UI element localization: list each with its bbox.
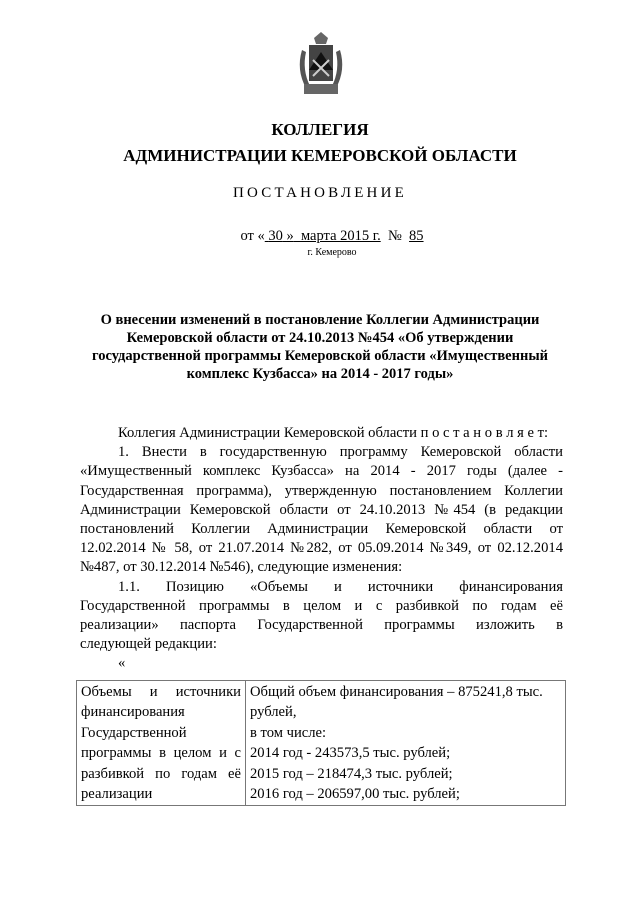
document-body: Коллегия Администрации Кемеровской области п о с т а н о в л я е т: 1. Внести в государственную программу Кемеровской области «Имущественный комплекс Кузбасса» на 2014 - 2017 годы (далее - Государственная программа), утвержденную постановлением Коллегии Администрации Кемеровской области от 24.10.2013 №454 (в редакции постановлений Коллегии Администрации Кемеровской области от 12.02.2014 № 58, от 21.07.2014 №282, от 05.09.2014 №349, от 02.12.2014 №487, от 30.12.2014 №546), следующие изменения: 1.1. Позицию «Объемы и источники финансирования Государственной программы в целом и с разбивкой по годам её реализации» паспорта Государственной программы изложить в следующей редакции: « (80, 425, 563, 672)
date-day: 30 » марта 2015 г. (268, 228, 381, 244)
city: г. Кемерово (307, 247, 357, 258)
table-value-cell: Общий объем финансирования – 875241,8 тыс. рублей, в том числе: 2014 год - 243573,5 тыс. рублей; 2015 год – 218474,3 тыс. рублей; 2016 год – 206597,00 тыс. рублей; (246, 681, 566, 806)
financing-table (76, 680, 566, 806)
document-number: 85 (409, 228, 424, 244)
org-name-line1: КОЛЛЕГИЯ (271, 120, 369, 139)
date-prefix: от « (240, 228, 265, 244)
number-sign: № (387, 228, 402, 244)
document-type: ПОСТАНОВЛЕНИЕ (233, 185, 407, 201)
coat-of-arms-emblem (296, 30, 346, 98)
org-name-line2: АДМИНИСТРАЦИИ КЕМЕРОВСКОЙ ОБЛАСТИ (123, 146, 517, 165)
table-label-cell: Объемы и источники финансирования Государственной программы в целом и с разбивкой по годам её реализации (77, 681, 246, 806)
document-date (12, 228, 640, 245)
document-title: О внесении изменений в постановление Коллегии Администрации Кемеровской области от 24.10.2013 №454 «Об утверждении государственной программы Кемеровской области «Имущественный комплекс Кузбасса» на 2014 - 2017 годы» (91, 312, 548, 382)
